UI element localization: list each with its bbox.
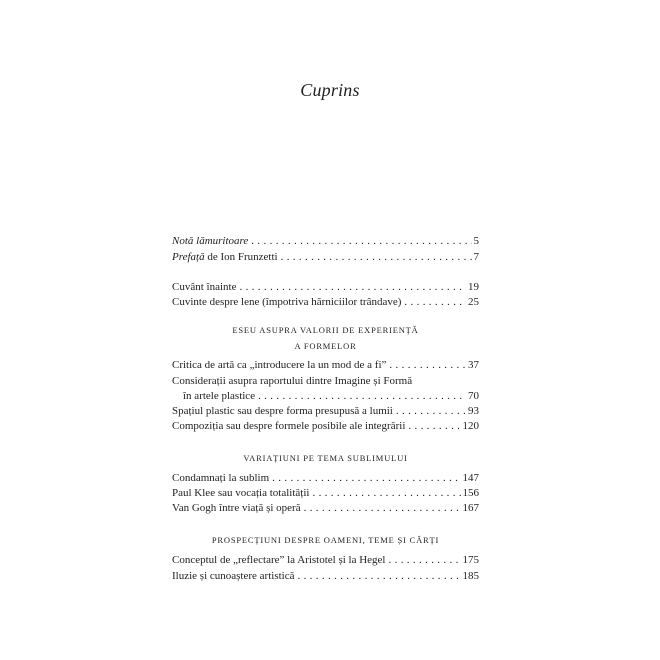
toc-entry-title: Iluzie și cunoaștere artistică (172, 570, 295, 582)
toc-entry-title: Cuvinte despre lene (împotriva hărniciilor trândave) (172, 296, 402, 308)
toc-entry-title: Paul Klee sau vocația totalității (172, 487, 310, 499)
toc-entry-title: Van Gogh între viață și operă (172, 502, 301, 514)
dot-leader (251, 234, 471, 249)
dot-leader (281, 250, 472, 265)
toc-entry-title-italic: Prefață (172, 251, 205, 263)
dot-leader (404, 295, 466, 310)
toc-page-number: 7 (473, 251, 479, 263)
toc-entry (172, 471, 479, 486)
dot-leader (389, 358, 466, 373)
dot-leader (239, 280, 466, 295)
toc-entry (172, 374, 479, 389)
toc-entry-continuation (183, 389, 479, 404)
toc-entry-title (172, 234, 248, 249)
dot-leader (312, 486, 460, 501)
toc-entry-prefata (172, 250, 479, 265)
toc-entry-nota (172, 234, 479, 249)
toc-page-number: 25 (468, 296, 479, 308)
toc-page-number: 147 (462, 472, 479, 484)
dot-leader (258, 389, 466, 404)
toc-entry (172, 569, 479, 584)
toc-entry-title (172, 250, 278, 265)
section-heading: ESEU ASUPRA VALORII DE EXPERIENȚĂ (232, 325, 419, 335)
section-heading-line2: A FORMELOR (294, 341, 357, 351)
toc-page-number: 120 (462, 420, 479, 432)
toc-entry (172, 419, 479, 434)
toc-page-number: 185 (462, 570, 479, 582)
toc-entry (172, 404, 479, 419)
toc-page-number: 5 (473, 235, 479, 247)
toc-entry-title: Cuvânt înainte (172, 281, 237, 293)
toc-entry (172, 501, 479, 516)
dot-leader (396, 404, 466, 419)
toc-entry-cuvant (172, 280, 479, 295)
toc-entry-title-italic: Notă lămuritoare (172, 235, 249, 247)
dot-leader (408, 419, 460, 434)
toc-entry (172, 553, 479, 568)
toc-page-number: 70 (468, 390, 479, 402)
dot-leader (297, 569, 460, 584)
toc-entry (172, 486, 479, 501)
toc-entry-title: Compoziția sau despre formele posibile ale integrării (172, 420, 406, 432)
toc-page-number: 156 (462, 487, 479, 499)
toc-entry-title: Considerații asupra raportului dintre Imagine și Formă (172, 375, 413, 387)
toc-page-number: 175 (462, 554, 479, 566)
toc-entry-title: Condamnați la sublim (172, 472, 270, 484)
section-heading: VARIAȚIUNI PE TEMA SUBLIMULUI (243, 453, 408, 463)
toc-entry-title-rest: de Ion Frunzetti (207, 251, 278, 263)
toc-entry (172, 358, 479, 373)
toc-page-number: 167 (462, 502, 479, 514)
dot-leader (272, 471, 460, 486)
section-heading: PROSPECȚIUNI DESPRE OAMENI, TEME ȘI CĂRȚI (211, 535, 440, 545)
toc-entry-title: Conceptul de „reflectare” la Aristotel și la Hegel (172, 554, 386, 566)
dot-leader (389, 553, 461, 568)
dot-leader (304, 501, 461, 516)
toc-entry-title: Critica de artă ca „introducere la un mod de a fi” (172, 359, 387, 371)
toc-entry-title: Spațiul plastic sau despre forma presupusă a lumii (172, 405, 393, 417)
page-title: Cuprins (300, 80, 360, 100)
toc-page-number: 19 (468, 281, 479, 293)
toc-entry-title-cont: în artele plastice (183, 390, 256, 402)
toc-page-number: 37 (468, 359, 479, 371)
toc-page-number: 93 (468, 405, 479, 417)
toc-entry-cuvinte (172, 295, 479, 310)
